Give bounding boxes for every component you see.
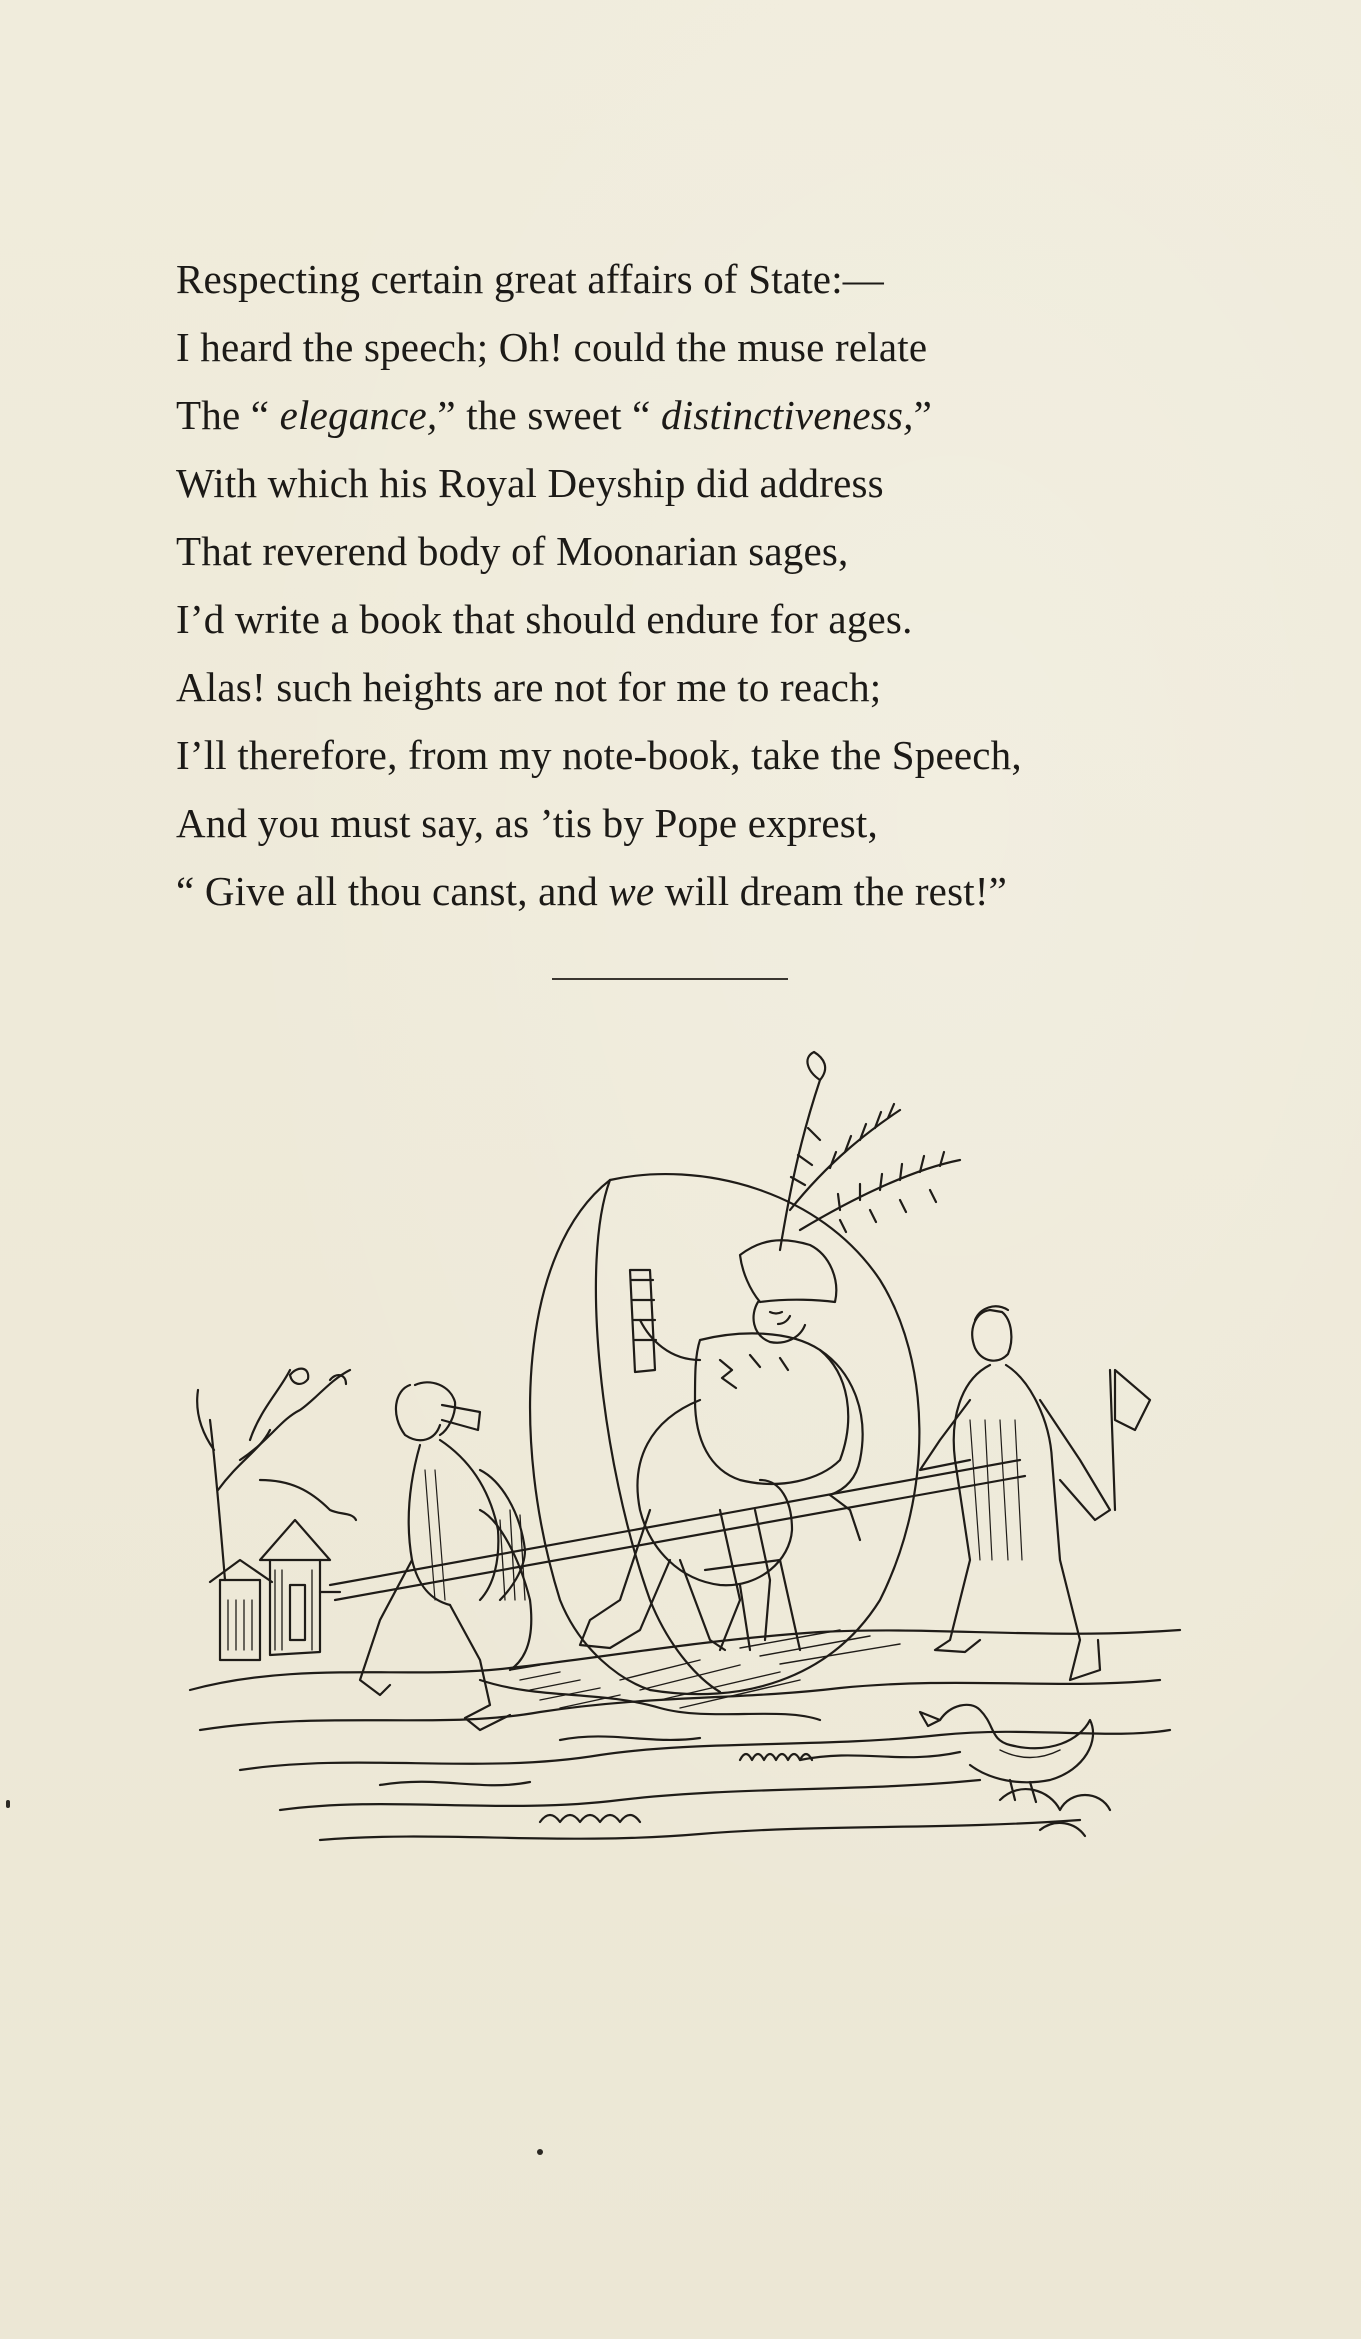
poem-stanza [176, 245, 1226, 925]
poem-line-3-text-b: ” the sweet “ [437, 392, 662, 438]
ground-shadow-hatching [510, 1630, 900, 1708]
poem-line-9-text: And you must say, as ’tis by Pope exprest, [176, 800, 878, 846]
poem-line-1 [176, 245, 1226, 313]
poem-line-1-text: Respecting certain great affairs of State:— [176, 256, 884, 302]
bare-tree [197, 1369, 356, 1580]
seated-dey-figure [580, 1240, 863, 1650]
poem-word-we: we [608, 868, 655, 914]
poem-line-8 [176, 721, 1226, 789]
poem-line-2 [176, 313, 1226, 381]
poem-word-distinctiveness: distinctiveness, [661, 392, 914, 438]
poem-line-3-text-a: The “ [176, 392, 280, 438]
goose-bird [920, 1705, 1093, 1802]
engraving-illustration-icon [180, 1040, 1200, 1870]
hat-plume [780, 1052, 960, 1250]
left-bearer-figure [360, 1382, 531, 1730]
poem-line-8-text: I’ll therefore, from my note-book, take the Speech, [176, 732, 1022, 778]
poem-line-3 [176, 381, 1226, 449]
poem-line-7 [176, 653, 1226, 721]
poem-line-9 [176, 789, 1226, 857]
section-divider-rule [552, 978, 788, 980]
poem-line-4-text: With which his Royal Deyship did address [176, 460, 884, 506]
crescent-moon [530, 1174, 919, 1694]
right-bearer-figure [920, 1306, 1150, 1680]
poem-line-5-text: That reverend body of Moonarian sages, [176, 528, 849, 574]
poem-line-10-text-b: will dream the rest!” [654, 868, 1008, 914]
poem-line-10 [176, 857, 1226, 925]
poem-word-elegance: elegance, [279, 392, 438, 438]
edge-mark-dot [6, 1800, 10, 1808]
poem-line-3-text-c: ” [913, 392, 932, 438]
poem-line-4 [176, 449, 1226, 517]
printer-mark-dot [537, 2149, 543, 2155]
engraving-svg [180, 1040, 1200, 1870]
poem-line-6-text: I’d write a book that should endure for ages. [176, 596, 913, 642]
poem-line-5 [176, 517, 1226, 585]
houses [210, 1520, 330, 1660]
poem-line-6 [176, 585, 1226, 653]
poem-line-2-text: I heard the speech; Oh! could the muse relate [176, 324, 928, 370]
poem-line-7-text: Alas! such heights are not for me to reach; [176, 664, 882, 710]
poem-line-10-text-a: “ Give all thou canst, and [176, 868, 609, 914]
